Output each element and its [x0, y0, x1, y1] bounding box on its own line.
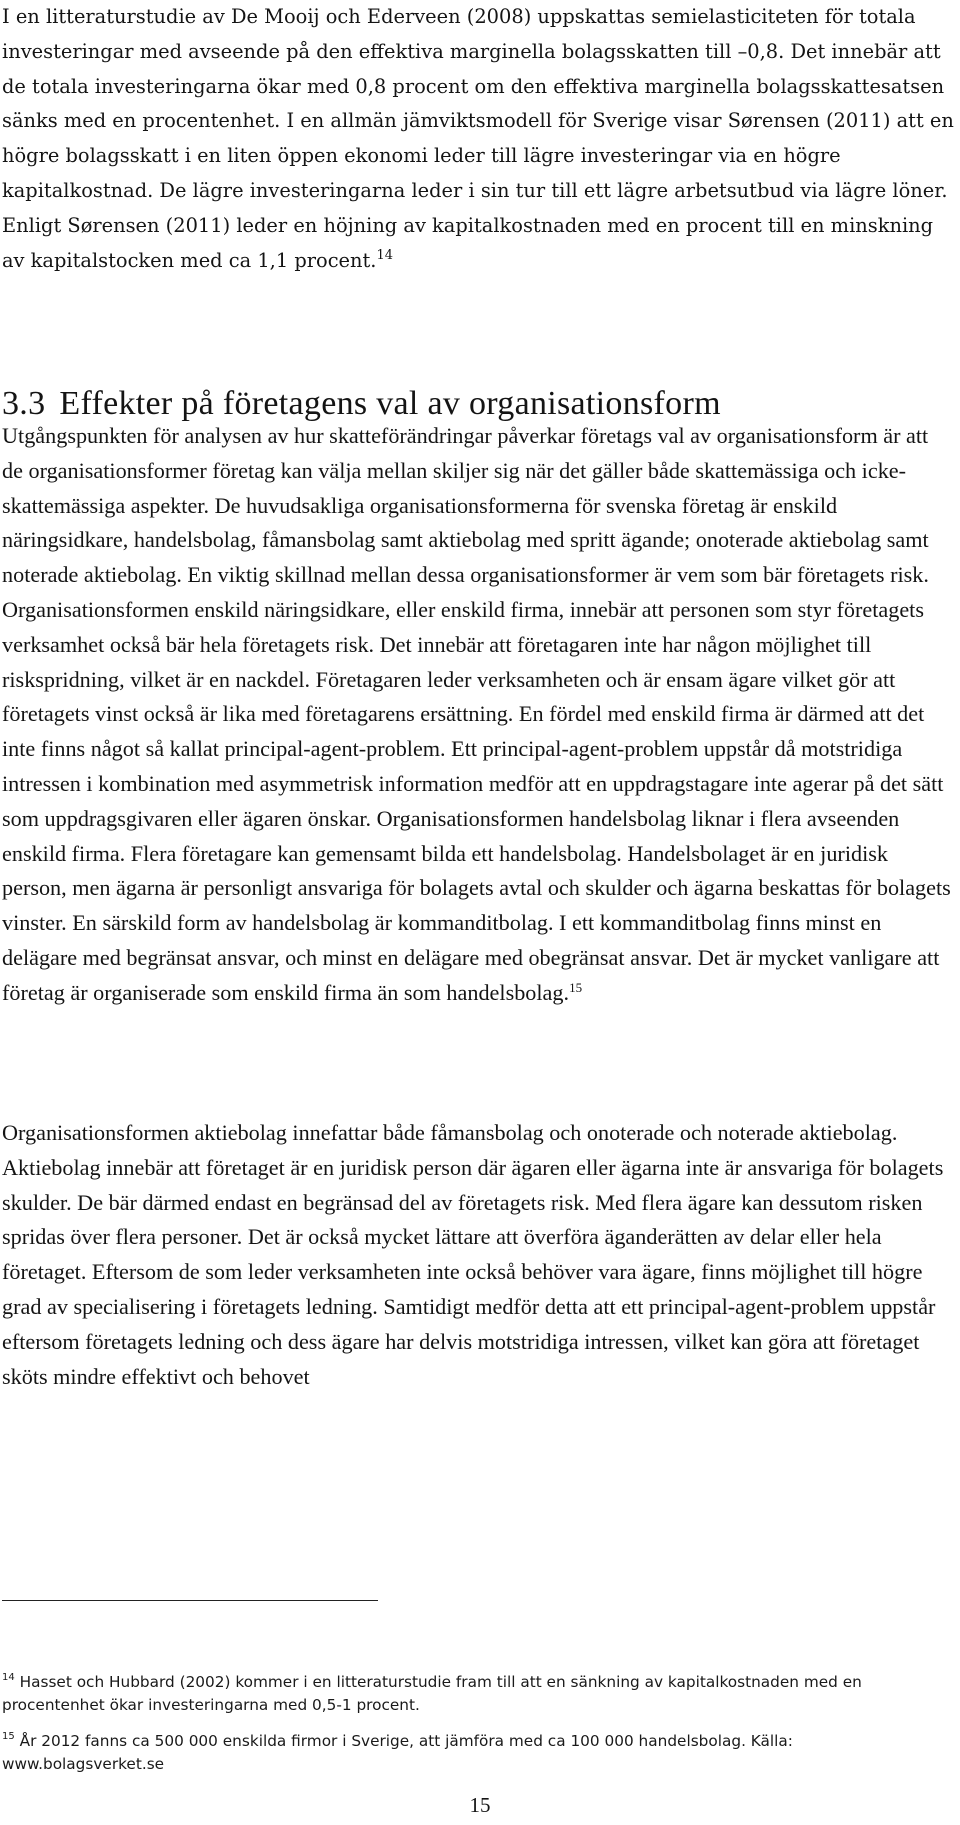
- section-heading: [2, 384, 721, 424]
- paragraph-text: Utgångspunkten för analysen av hur skatteförändringar påverkar företags val av organisationsform är att de organisationsformer företag kan välja mellan skiljer sig när det gäller både skattemässiga och icke-skattemässiga aspekter. De huvudsakliga organisationsformerna för svenska företag är enskild näringsidkare, handelsbolag, fåmansbolag samt aktiebolag med spritt ägande; onoterade aktiebolag samt noterade aktiebolag. En viktig skillnad mellan dessa organisationsformer är vem som bär företagets risk. Organisationsformen enskild näringsidkare, eller enskild firma, innebär att personen som styr företagets verksamhet också bär hela företagets risk. Det innebär att företagaren inte har någon möjlighet till riskspridning, vilket är en nackdel. Företagaren leder verksamheten och är ensam ägare vilket gör att företagets vinst också är lika med företagarens ersättning. En fördel med enskild firma är därmed att det inte finns något så kallat principal-agent-problem. Ett principal-agent-problem uppstår då motstridiga intressen i kombination med asymmetrisk information medför att en uppdragstagare inte agerar på det sätt som uppdragsgivaren eller ägaren önskar. Organisationsformen handelsbolag liknar i flera avseenden enskild firma. Flera företagare kan gemensamt bilda ett handelsbolag. Handelsbolaget är en juridisk person, men ägarna är personligt ansvariga för bolagets avtal och skulder och ägarna beskattas för bolagets vinster. En särskild form av handelsbolag är kommanditbolag. I ett kommanditbolag finns minst en delägare med begränsat ansvar, och minst en delägare med obegränsat ansvar. Det är mycket vanligare att företag är organiserade som enskild firma än som handelsbolag.: [2, 423, 951, 1005]
- footnote-text: År 2012 fanns ca 500 000 enskilda firmor i Sverige, att jämföra med ca 100 000 handelsbolag. Källa: www.bolagsverket.se: [2, 1732, 793, 1773]
- footnote-15: [2, 1730, 954, 1776]
- paragraph-text: Organisationsformen aktiebolag innefattar både fåmansbolag och onoterade och noterade aktiebolag. Aktiebolag innebär att företaget är en juridisk person där ägaren eller ägarna inte är ansvariga för bolagets skulder. De bär därmed endast en begränsad del av företagets risk. Med flera ägare kan dessutom risken spridas över flera personer. Det är också mycket lättare att överföra äganderätten av delar eller hela företaget. Eftersom de som leder verksamheten inte också behöver vara ägare, finns möjlighet till högre grad av specialisering i företagets ledning. Samtidigt medför detta att ett principal-agent-problem uppstår eftersom företagets ledning och dess ägare har delvis motstridiga intressen, vilket kan göra att företaget sköts mindre effektivt och behovet: [2, 1120, 944, 1389]
- paragraph-aktiebolag: [2, 1116, 954, 1394]
- footnote-ref-15[interactable]: 15: [569, 979, 583, 995]
- footnote-ref-14[interactable]: 14: [376, 247, 394, 263]
- section-title: Effekter på företagens val av organisationsform: [59, 385, 721, 422]
- paragraph-investment-elasticity: [2, 0, 954, 278]
- paragraph-organisation-forms: [2, 419, 954, 1011]
- paragraph-text: I en litteraturstudie av De Mooij och Ederveen (2008) uppskattas semielasticiteten för totala investeringar med avseende på den effektiva marginella bolagsskatten till –0,8. Det innebär att de totala investeringarna ökar med 0,8 procent om den effektiva marginella bolagsskattesatsen sänks med en procentenhet. I en allmän jämviktsmodell för Sverige visar Sørensen (2011) att en högre bolagsskatt i en liten öppen ekonomi leder till lägre investeringar via en högre kapitalkostnad. De lägre investeringarna leder i sin tur till ett lägre arbetsutbud via lägre löner. Enligt Sørensen (2011) leder en höjning av kapitalkostnaden med en procent till en minskning av kapitalstocken med ca 1,1 procent.: [2, 5, 954, 272]
- footnote-mark: 15: [2, 1731, 15, 1742]
- page-number: 15: [469, 1793, 491, 1817]
- section-number: 3.3: [2, 385, 46, 422]
- footnote-separator: [2, 1600, 378, 1601]
- footnote-mark: 14: [2, 1672, 15, 1683]
- footnote-14: [2, 1671, 954, 1717]
- footnote-text: Hasset och Hubbard (2002) kommer i en litteraturstudie fram till att en sänkning av kapitalkostnaden med en procentenhet ökar investeringarna med 0,5-1 procent.: [2, 1673, 862, 1714]
